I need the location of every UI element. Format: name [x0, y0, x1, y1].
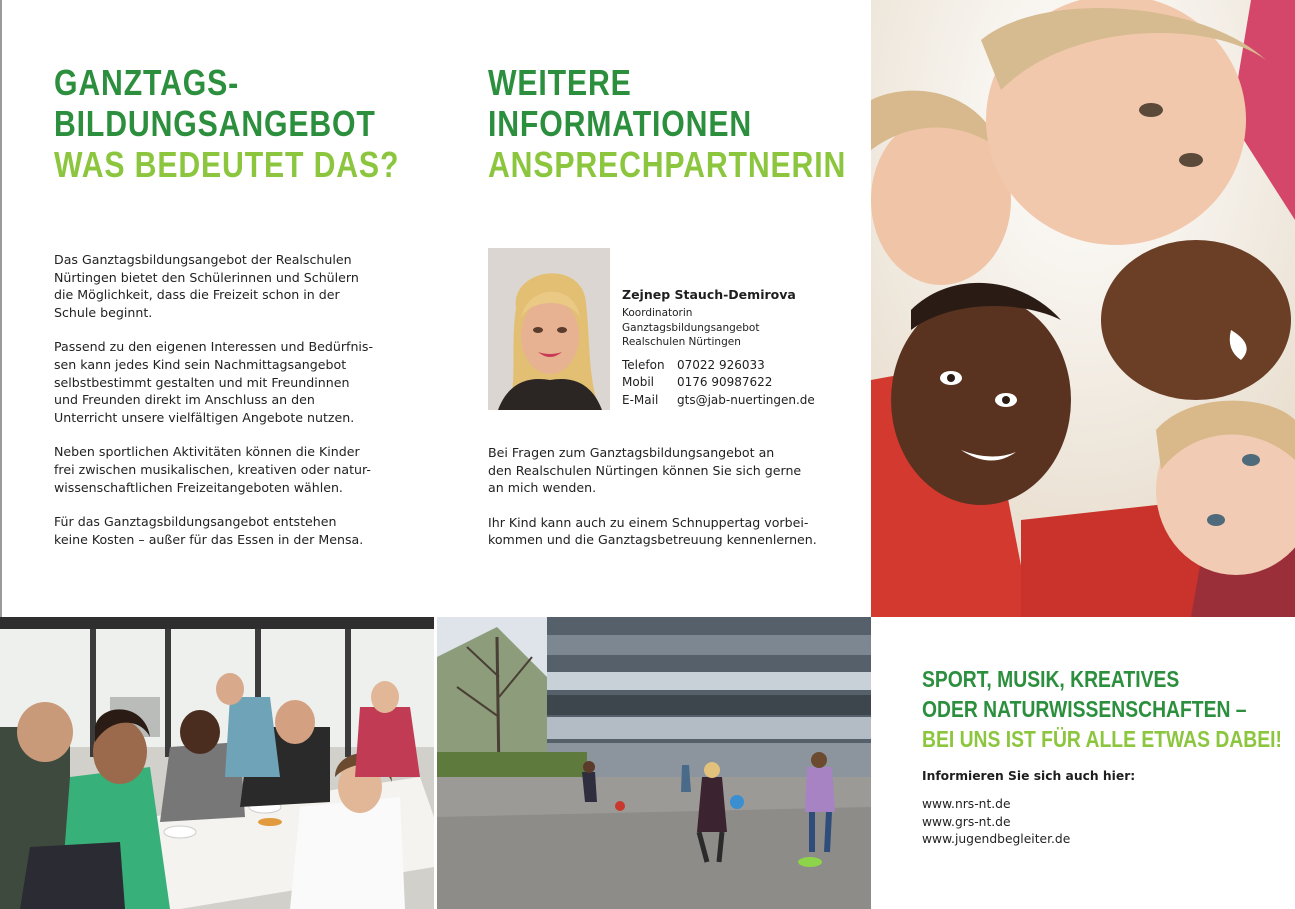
promo-block	[922, 664, 1282, 849]
contact-card	[488, 248, 868, 410]
phone-label: Telefon	[622, 357, 665, 372]
promo-heading-line3: BEI UNS IST FÜR ALLE ETWAS DABEI!	[922, 726, 1282, 752]
promo-heading-line1: SPORT, MUSIK, KREATIVES	[922, 666, 1180, 692]
intro-paragraph: Das Ganztagsbildungsangebot der Realschulen Nürtingen bietet den Schülerinnen und Schülern die Möglichkeit, dass die Freizeit schon in der Schule beginnt.	[54, 252, 359, 320]
contact-paragraph: Ihr Kind kann auch zu einem Schnuppertag vorbei- kommen und die Ganztagsbetreuung kennenlernen.	[488, 514, 817, 548]
contact-role: Koordinatorin Ganztagsbildungsangebot Realschulen Nürtingen	[622, 307, 760, 348]
mobile-value[interactable]: 0176 90987622	[677, 375, 773, 389]
intro-paragraph: Passend zu den eigenen Interessen und Bedürfnis- sen kann jedes Kind sein Nachmittagsangebot selbstbestimmt gestalten und mit Freundinnen und Freunden direkt im Anschluss an den Unterricht unsere vielfältigen Angebote nutzen.	[54, 339, 374, 425]
link-grs[interactable]: www.grs-nt.de	[922, 814, 1011, 829]
contact-details	[622, 357, 872, 410]
contact-portrait-photo	[488, 248, 610, 410]
children-circle-photo	[871, 0, 1295, 617]
intro-heading	[54, 62, 400, 185]
promo-subheading: Informieren Sie sich auch hier:	[922, 769, 1136, 783]
link-nrs[interactable]: www.nrs-nt.de	[922, 797, 1011, 811]
intro-text	[54, 251, 384, 565]
contact-text	[488, 444, 858, 566]
intro-paragraph: Neben sportlichen Aktivitäten können die Kinder frei zwischen musikalischen, kreativen oder natur- wissenschaftlichen Freizeitangeboten wählen.	[54, 444, 371, 495]
intro-paragraph: Für das Ganztagsbildungsangebot entstehen keine Kosten – außer für das Essen in der Mensa.	[54, 514, 364, 547]
intro-heading-line1: GANZTAGS-	[54, 62, 240, 103]
email-label: E-Mail	[622, 392, 659, 407]
intro-column	[54, 62, 400, 547]
intro-heading-line3: WAS BEDEUTET DAS?	[54, 144, 400, 185]
schoolyard-photo	[437, 617, 871, 909]
promo-heading-line2: ODER NATURWISSENSCHAFTEN –	[922, 696, 1247, 722]
contact-paragraph: Bei Fragen zum Ganztagsbildungsangebot an den Realschulen Nürtingen können Sie sich gerne an mich wenden.	[488, 445, 802, 496]
cafeteria-photo	[0, 617, 434, 909]
contact-heading	[488, 62, 847, 185]
contact-heading-line3: ANSPRECHPARTNERIN	[488, 144, 847, 185]
promo-heading	[922, 664, 1282, 754]
promo-links	[922, 796, 1282, 849]
mobile-label: Mobil	[622, 375, 654, 389]
phone-value[interactable]: 07022 926033	[677, 357, 765, 372]
email-value[interactable]: gts@jab-nuertingen.de	[677, 392, 815, 407]
contact-name: Zejnep Stauch-Demirova	[622, 287, 796, 302]
intro-heading-line2: BILDUNGSANGEBOT	[54, 103, 376, 144]
contact-heading-line1: WEITERE	[488, 62, 632, 103]
contact-heading-line2: INFORMATIONEN	[488, 103, 753, 144]
contact-info	[622, 287, 872, 409]
link-jugendbegleiter[interactable]: www.jugendbegleiter.de	[922, 832, 1071, 846]
contact-column	[488, 62, 858, 185]
